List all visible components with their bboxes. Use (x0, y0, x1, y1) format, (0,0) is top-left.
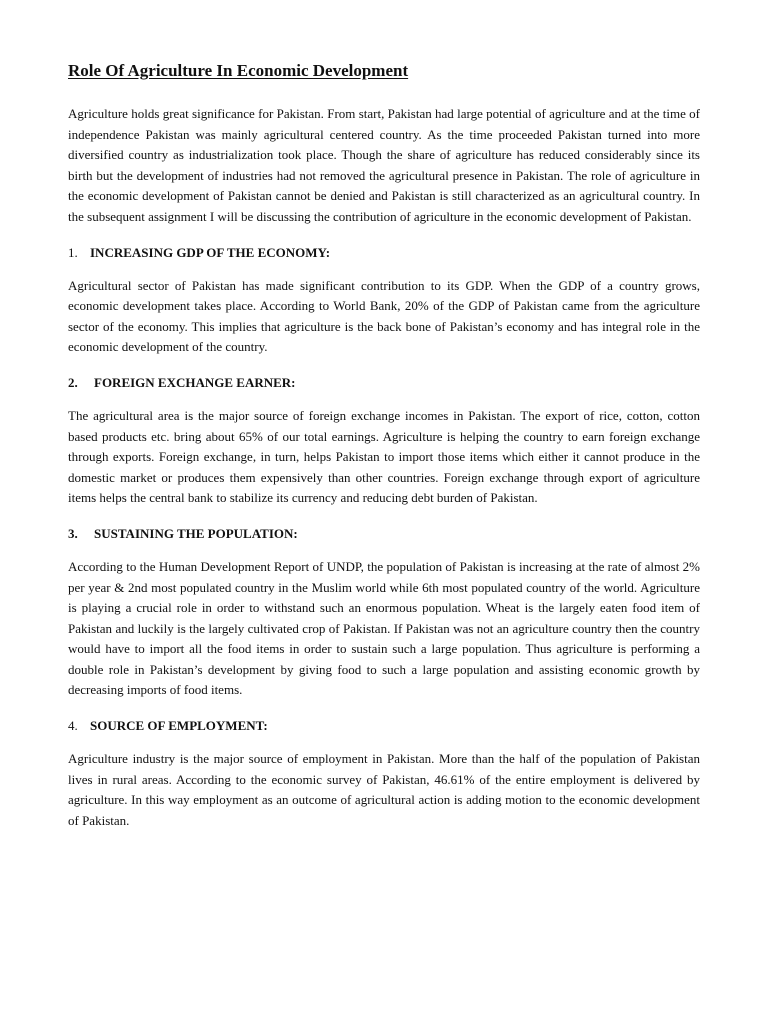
document-page (68, 58, 700, 831)
section-title: SOURCE OF EMPLOYMENT: (90, 718, 268, 734)
section-body-1: Agricultural sector of Pakistan has made significant contribution to its GDP. When the GDP of a country grows, economic development takes place. According to World Bank, 20% of the GDP of Pakistan came from the agriculture sector of the economy. This implies that agriculture is the back bone of Pakistan’s economy and has integral role in the economic development of the country. (68, 277, 700, 355)
section-body-4: Agriculture industry is the major source of employment in Pakistan. More than the half of the population of Pakistan lives in rural areas. According to the economic survey of Pakistan, 46.61% of the entire employment is delivered by agriculture. In this way employment as an outcome of agricultural action is adding motion to the economic development of Pakistan. (68, 751, 700, 828)
section-body-3: According to the Human Development Report of UNDP, the population of Pakistan is increasing at the rate of almost 2% per year & 2nd most populated country in the Muslim world while 6th most populated country of the world. Agriculture is playing a crucial role in order to withstand such an enormous population. Wheat is the largely eaten food item of Pakistan and luckily is the largely cultivated crop of Pakistan. If Pakistan was not an agriculture country then the country would have to import all the food items in order to sustain such a large population. Thus agriculture is performing a double role in Pakistan’s development by giving food to such a large population and assisting economic growth by decreasing imports of food items. (68, 558, 700, 698)
section-heading-1 (68, 243, 700, 263)
document-title: Role Of Agriculture In Economic Development (68, 61, 409, 80)
section-title: FOREIGN EXCHANGE EARNER: (94, 374, 296, 390)
section-heading-3 (68, 524, 700, 544)
section-number: 3. (68, 525, 78, 541)
section-title: INCREASING GDP OF THE ECONOMY: (90, 244, 331, 260)
section-body-2: The agricultural area is the major source of foreign exchange incomes in Pakistan. The export of rice, cotton, cotton based products etc. bring about 65% of our total earnings. Agriculture is helping the country to earn foreign exchange through exports. Foreign exchange, in turn, helps Pakistan to import those items which either it cannot produce in the domestic market or produces them expensively than other countries. Foreign exchange through export of agriculture items helps the central bank to stabilize its currency and reducing debt burden of Pakistan. (68, 407, 700, 506)
section-heading-4 (68, 716, 700, 736)
section-title: SUSTAINING THE POPULATION: (94, 525, 298, 541)
section-heading-2 (68, 373, 700, 393)
section-number: 4. (68, 718, 78, 734)
intro-paragraph: Agriculture holds great significance for Pakistan. From start, Pakistan had large potential of agriculture and at the time of independence Pakistan was mainly agricultural centered country. As the time proceeded Pakistan turned into more diversified country as industrialization took place. Though the share of agriculture has reduced considerably since its birth but the development of industries had not removed the agricultural presence in Pakistan. The role of agriculture in the economic development of Pakistan cannot be denied and Pakistan is still characterized as an agricultural country. In the subsequent assignment I will be discussing the contribution of agriculture in the economic development of Pakistan. (68, 106, 700, 224)
section-number: 1. (68, 244, 78, 260)
section-number: 2. (68, 374, 78, 390)
